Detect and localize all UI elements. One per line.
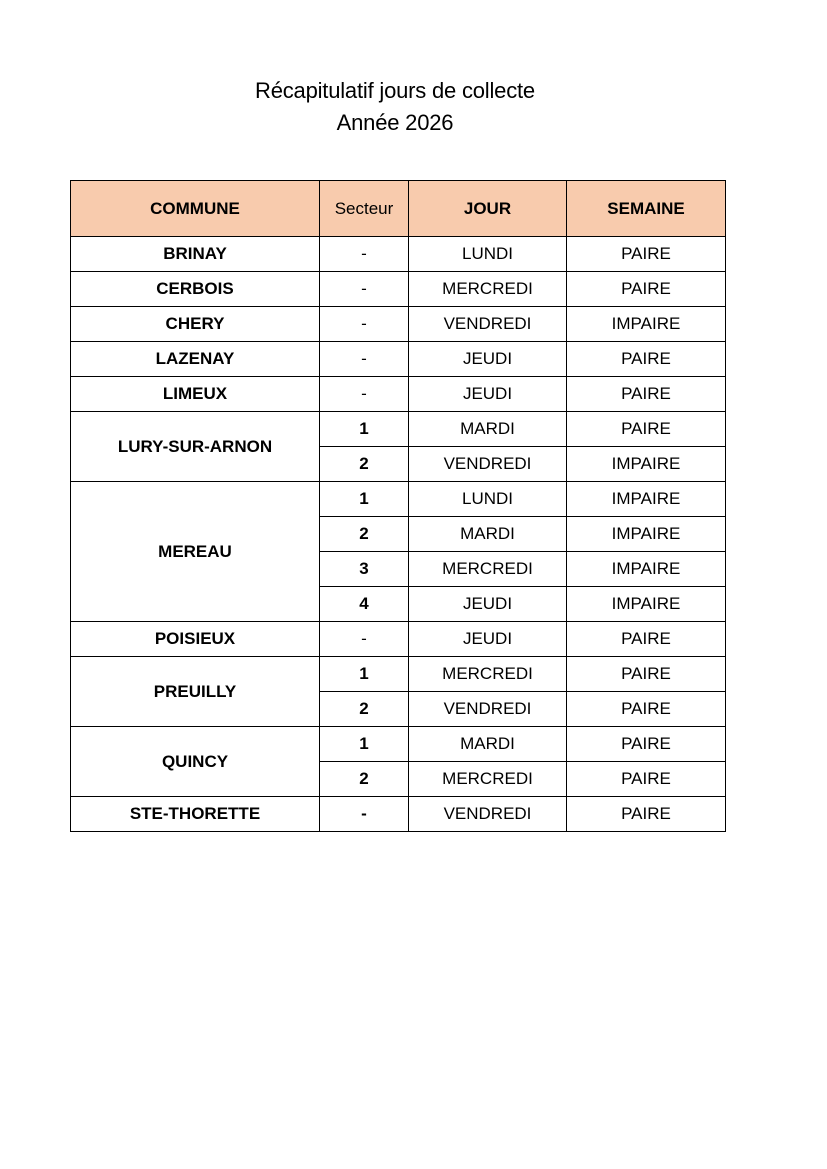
semaine-cell: PAIRE xyxy=(567,762,726,797)
table-row xyxy=(71,727,726,762)
jour-cell: JEUDI xyxy=(409,342,567,377)
table-row xyxy=(71,377,726,412)
header-semaine: SEMAINE xyxy=(567,181,726,237)
commune-cell: CHERY xyxy=(71,307,320,342)
table-row xyxy=(71,307,726,342)
jour-cell: LUNDI xyxy=(409,237,567,272)
commune-cell: CERBOIS xyxy=(71,272,320,307)
secteur-cell: 1 xyxy=(320,482,409,517)
secteur-cell: - xyxy=(320,272,409,307)
secteur-cell: 2 xyxy=(320,447,409,482)
commune-cell: LAZENAY xyxy=(71,342,320,377)
semaine-cell: PAIRE xyxy=(567,622,726,657)
table-row xyxy=(71,622,726,657)
semaine-cell: PAIRE xyxy=(567,692,726,727)
jour-cell: VENDREDI xyxy=(409,797,567,832)
jour-cell: MERCREDI xyxy=(409,272,567,307)
jour-cell: MARDI xyxy=(409,412,567,447)
jour-cell: MERCREDI xyxy=(409,657,567,692)
commune-cell: STE-THORETTE xyxy=(71,797,320,832)
commune-cell: MEREAU xyxy=(71,482,320,622)
semaine-cell: PAIRE xyxy=(567,377,726,412)
semaine-cell: IMPAIRE xyxy=(567,482,726,517)
semaine-cell: IMPAIRE xyxy=(567,447,726,482)
commune-cell: POISIEUX xyxy=(71,622,320,657)
secteur-cell: - xyxy=(320,377,409,412)
secteur-cell: - xyxy=(320,342,409,377)
secteur-cell: 3 xyxy=(320,552,409,587)
secteur-cell: - xyxy=(320,797,409,832)
table-row xyxy=(71,797,726,832)
secteur-cell: 1 xyxy=(320,412,409,447)
table-header-row xyxy=(71,181,726,237)
table-row xyxy=(71,412,726,447)
commune-cell: QUINCY xyxy=(71,727,320,797)
semaine-cell: PAIRE xyxy=(567,237,726,272)
table-row xyxy=(71,342,726,377)
semaine-cell: PAIRE xyxy=(567,272,726,307)
table-row xyxy=(71,482,726,517)
commune-cell: BRINAY xyxy=(71,237,320,272)
secteur-cell: 4 xyxy=(320,587,409,622)
document-title: Récapitulatif jours de collecte xyxy=(255,78,535,103)
secteur-cell: 2 xyxy=(320,692,409,727)
header-jour: JOUR xyxy=(409,181,567,237)
secteur-cell: 1 xyxy=(320,657,409,692)
header-secteur: Secteur xyxy=(320,181,409,237)
semaine-cell: IMPAIRE xyxy=(567,307,726,342)
semaine-cell: PAIRE xyxy=(567,412,726,447)
jour-cell: VENDREDI xyxy=(409,692,567,727)
secteur-cell: - xyxy=(320,237,409,272)
table-row xyxy=(71,657,726,692)
jour-cell: MARDI xyxy=(409,517,567,552)
jour-cell: JEUDI xyxy=(409,377,567,412)
jour-cell: JEUDI xyxy=(409,587,567,622)
commune-cell: LIMEUX xyxy=(71,377,320,412)
secteur-cell: 1 xyxy=(320,727,409,762)
secteur-cell: - xyxy=(320,307,409,342)
secteur-cell: 2 xyxy=(320,762,409,797)
jour-cell: JEUDI xyxy=(409,622,567,657)
semaine-cell: IMPAIRE xyxy=(567,517,726,552)
jour-cell: MERCREDI xyxy=(409,552,567,587)
jour-cell: LUNDI xyxy=(409,482,567,517)
semaine-cell: PAIRE xyxy=(567,342,726,377)
semaine-cell: PAIRE xyxy=(567,727,726,762)
commune-cell: LURY-SUR-ARNON xyxy=(71,412,320,482)
jour-cell: MERCREDI xyxy=(409,762,567,797)
semaine-cell: IMPAIRE xyxy=(567,587,726,622)
jour-cell: VENDREDI xyxy=(409,307,567,342)
jour-cell: MARDI xyxy=(409,727,567,762)
secteur-cell: - xyxy=(320,622,409,657)
commune-cell: PREUILLY xyxy=(71,657,320,727)
table-row xyxy=(71,272,726,307)
semaine-cell: PAIRE xyxy=(567,797,726,832)
header-commune: COMMUNE xyxy=(71,181,320,237)
secteur-cell: 2 xyxy=(320,517,409,552)
semaine-cell: IMPAIRE xyxy=(567,552,726,587)
document-subtitle-year: Année 2026 xyxy=(336,110,454,135)
table-row xyxy=(71,237,726,272)
jour-cell: VENDREDI xyxy=(409,447,567,482)
semaine-cell: PAIRE xyxy=(567,657,726,692)
collection-schedule-table xyxy=(70,180,726,832)
